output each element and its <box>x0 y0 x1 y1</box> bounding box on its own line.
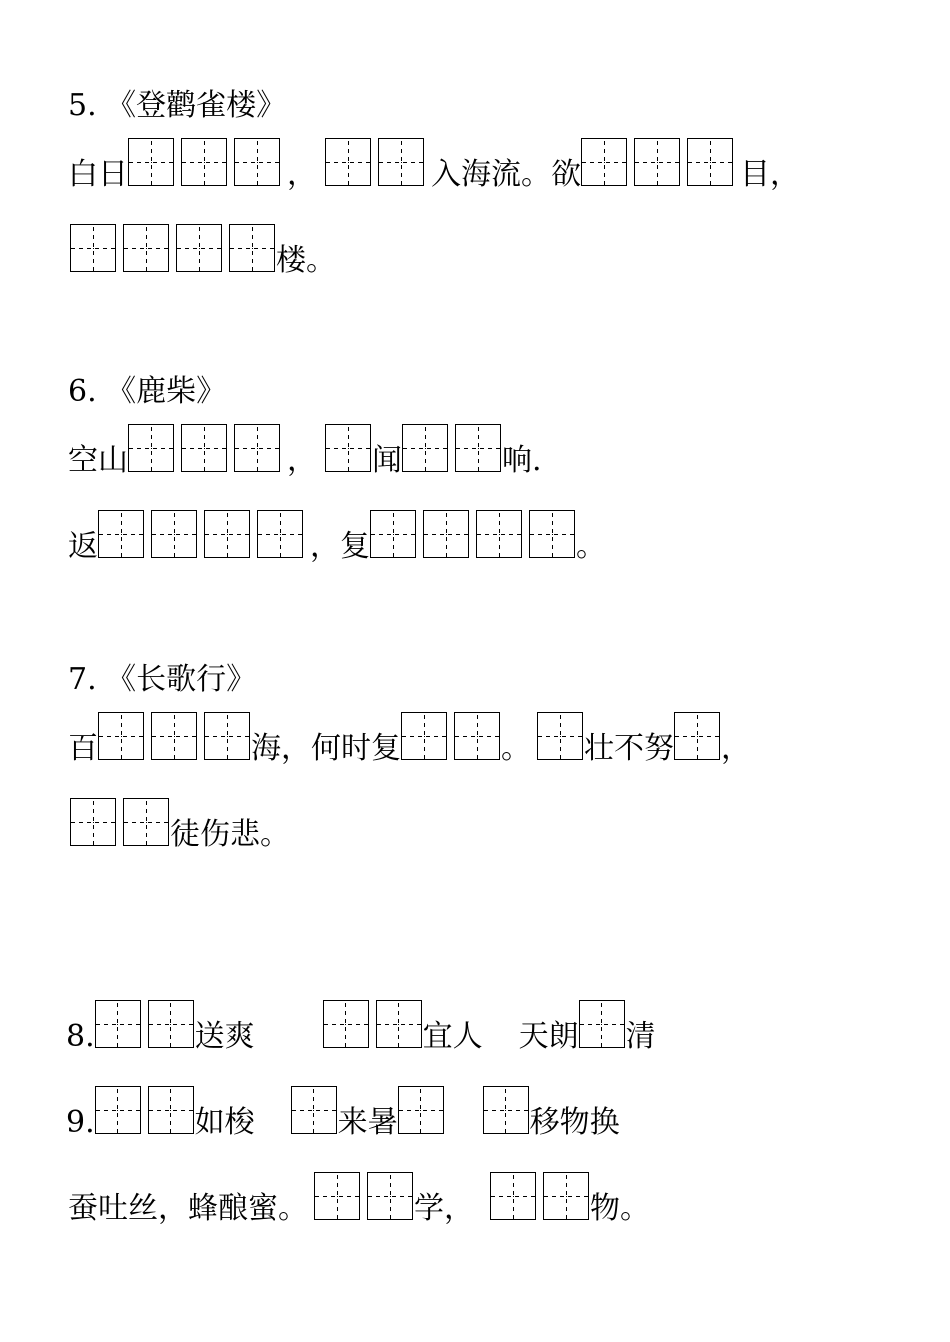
q10-line <box>68 1170 650 1226</box>
poem5-text: 入海流。欲 <box>431 157 581 192</box>
answer-box[interactable] <box>234 138 280 186</box>
poem6-text: ， <box>287 443 317 478</box>
q9-line <box>66 1084 620 1140</box>
answer-box[interactable] <box>181 138 227 186</box>
poem6-line1 <box>68 422 542 478</box>
q10-text: 物。 <box>590 1191 650 1226</box>
poem7-text: 壮不努 <box>584 731 674 766</box>
poem7-title: 7. 《长歌行》 <box>68 662 257 697</box>
poem7-text: ， <box>721 731 751 766</box>
poem6-text: 空山 <box>68 443 128 478</box>
answer-box[interactable] <box>291 1086 337 1134</box>
answer-box[interactable] <box>454 712 500 760</box>
poem5-text: ， <box>287 157 317 192</box>
poem6-text: ，复 <box>310 529 370 564</box>
answer-box[interactable] <box>314 1172 360 1220</box>
poem7-text: 徒伤悲。 <box>170 817 290 852</box>
poem5-title: 5. 《登鹳雀楼》 <box>68 88 287 123</box>
answer-box[interactable] <box>687 138 733 186</box>
answer-box[interactable] <box>579 1000 625 1048</box>
answer-box[interactable] <box>176 224 222 272</box>
answer-box[interactable] <box>483 1086 529 1134</box>
answer-box[interactable] <box>151 712 197 760</box>
q9-text: 移物换 <box>529 1105 620 1140</box>
answer-box[interactable] <box>476 510 522 558</box>
poem6-line2 <box>68 508 606 564</box>
answer-box[interactable] <box>98 510 144 558</box>
poem5-line2 <box>70 222 336 278</box>
poem6-text: 。 <box>576 529 606 564</box>
poem6-text: 响. <box>502 443 542 478</box>
answer-box[interactable] <box>204 510 250 558</box>
poem7-text: 百 <box>68 731 98 766</box>
answer-box[interactable] <box>423 510 469 558</box>
poem6-text: 返 <box>68 529 98 564</box>
q9-text: 如梭 <box>194 1105 255 1140</box>
poem5-text: 目， <box>740 157 800 192</box>
poem7-text: 海，何时复 <box>251 731 401 766</box>
answer-box[interactable] <box>634 138 680 186</box>
poem6-title: 6. 《鹿柴》 <box>68 374 227 409</box>
poem6-text: 闻 <box>372 443 402 478</box>
answer-box[interactable] <box>323 1000 369 1048</box>
answer-box[interactable] <box>402 424 448 472</box>
poem7-text: 。 <box>501 731 531 766</box>
answer-box[interactable] <box>148 1000 194 1048</box>
answer-box[interactable] <box>370 510 416 558</box>
answer-box[interactable] <box>581 138 627 186</box>
q9-number: 9. <box>66 1105 95 1140</box>
q10-text: 学， <box>414 1191 474 1226</box>
answer-box[interactable] <box>398 1086 444 1134</box>
answer-box[interactable] <box>70 798 116 846</box>
answer-box[interactable] <box>95 1000 141 1048</box>
answer-box[interactable] <box>204 712 250 760</box>
q8-number: 8. <box>66 1019 95 1054</box>
q8-text: 天朗 <box>518 1019 579 1054</box>
answer-box[interactable] <box>367 1172 413 1220</box>
answer-box[interactable] <box>325 424 371 472</box>
q8-text: 清 <box>625 1019 656 1054</box>
answer-box[interactable] <box>234 424 280 472</box>
q8-text: 送爽 <box>194 1019 255 1054</box>
answer-box[interactable] <box>401 712 447 760</box>
poem5-text: 楼。 <box>276 243 336 278</box>
answer-box[interactable] <box>490 1172 536 1220</box>
poem5-line1 <box>68 136 800 192</box>
answer-box[interactable] <box>378 138 424 186</box>
q8-line <box>66 998 656 1054</box>
answer-box[interactable] <box>181 424 227 472</box>
answer-box[interactable] <box>148 1086 194 1134</box>
answer-box[interactable] <box>151 510 197 558</box>
q8-text: 宜人 <box>422 1019 483 1054</box>
q10-text: 蚕吐丝，蜂酿蜜。 <box>68 1191 308 1226</box>
poem5-text: 白日 <box>68 157 128 192</box>
answer-box[interactable] <box>674 712 720 760</box>
answer-box[interactable] <box>543 1172 589 1220</box>
answer-box[interactable] <box>529 510 575 558</box>
poem7-line2 <box>70 796 290 852</box>
answer-box[interactable] <box>325 138 371 186</box>
answer-box[interactable] <box>257 510 303 558</box>
poem7-line1 <box>68 710 751 766</box>
answer-box[interactable] <box>123 224 169 272</box>
answer-box[interactable] <box>128 424 174 472</box>
answer-box[interactable] <box>70 224 116 272</box>
answer-box[interactable] <box>376 1000 422 1048</box>
answer-box[interactable] <box>455 424 501 472</box>
answer-box[interactable] <box>128 138 174 186</box>
answer-box[interactable] <box>95 1086 141 1134</box>
q9-text: 来暑 <box>337 1105 398 1140</box>
answer-box[interactable] <box>123 798 169 846</box>
answer-box[interactable] <box>537 712 583 760</box>
answer-box[interactable] <box>98 712 144 760</box>
answer-box[interactable] <box>229 224 275 272</box>
